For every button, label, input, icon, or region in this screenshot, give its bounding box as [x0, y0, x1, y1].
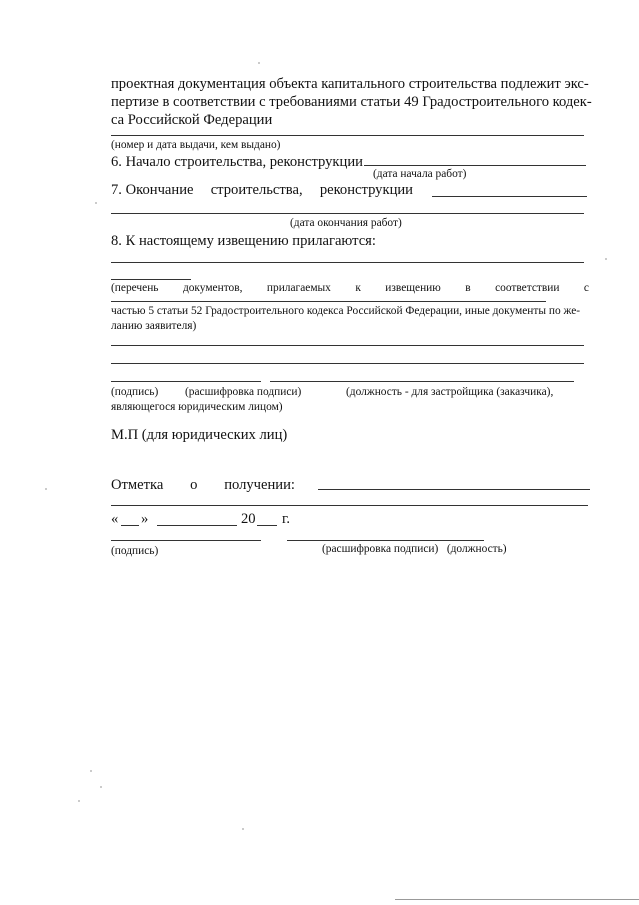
caption-word: прилагаемых [266, 282, 331, 294]
date-year-suffix: г. [282, 511, 290, 527]
end-date-blank-2[interactable] [111, 213, 584, 214]
item7-label [111, 182, 413, 199]
intro-line-2: пертизе в соответствии с требованиями статьи 49 Градостроительного кодек- [111, 94, 592, 110]
caption-word: в [465, 282, 471, 294]
position-caption-line-1: (должность - для застройщика (заказчика), [346, 386, 554, 398]
scan-speck [95, 202, 97, 204]
caption-word: извещению [385, 282, 441, 294]
receipt-word: Отметка [111, 477, 164, 493]
receipt-signature-caption: (подпись) [111, 545, 159, 557]
scan-speck [242, 828, 244, 830]
start-date-caption: (дата начала работ) [373, 168, 467, 180]
date-close-quote: » [141, 511, 149, 527]
date-open-quote: « [111, 511, 119, 527]
attachments-blank-4[interactable] [111, 345, 584, 346]
permit-blank-line [111, 135, 584, 136]
date-day-blank[interactable] [121, 525, 139, 526]
signature-caption: (подпись) [111, 386, 159, 398]
signature-blank[interactable] [111, 381, 261, 382]
caption-word: к [355, 282, 361, 294]
caption-word: с [583, 282, 589, 294]
attachments-caption-line-1 [111, 282, 589, 294]
scan-speck [45, 488, 47, 490]
decoding-caption: (расшифровка подписи) [185, 386, 302, 398]
end-date-caption: (дата окончания работ) [290, 217, 402, 229]
permit-caption: (номер и дата выдачи, кем выдано) [111, 139, 281, 151]
item8-label: 8. К настоящему извещению прилагаются: [111, 233, 376, 249]
caption-word: (перечень [111, 282, 159, 294]
end-date-blank-1[interactable] [432, 196, 587, 197]
page-bottom-edge [395, 899, 639, 900]
attachments-blank-3[interactable] [111, 301, 546, 302]
attachments-blank-1[interactable] [111, 262, 584, 263]
scan-speck [90, 770, 92, 772]
attachments-caption-line-2: частью 5 статьи 52 Градостроительного кодекса Российской Федерации, иные документы по же- [111, 305, 581, 317]
scan-speck [258, 62, 260, 64]
decoding-blank[interactable] [270, 381, 574, 382]
receipt-blank-2[interactable] [111, 505, 588, 506]
receipt-signature-blank[interactable] [111, 540, 261, 541]
receipt-decoding-blank[interactable] [287, 540, 484, 541]
scan-speck [100, 786, 102, 788]
date-year-blank[interactable] [257, 525, 277, 526]
intro-line-1: проектная документация объекта капитального строительства подлежит экс- [111, 76, 589, 92]
item7-word: 7. Окончание [111, 182, 194, 198]
date-year-prefix: 20 [241, 511, 256, 527]
start-date-blank[interactable] [364, 165, 586, 166]
receipt-blank-1[interactable] [318, 489, 590, 490]
attachments-blank-2[interactable] [111, 279, 191, 280]
caption-word: соответствии [495, 282, 560, 294]
attachments-blank-5[interactable] [111, 363, 584, 364]
receipt-label [111, 477, 295, 494]
receipt-decoding-caption: (расшифровка подписи) (должность) [322, 543, 507, 555]
receipt-word: о [190, 477, 198, 493]
date-month-blank[interactable] [157, 525, 237, 526]
intro-line-3: са Российской Федерации [111, 112, 273, 128]
item7-word: строительства, [210, 182, 303, 198]
attachments-caption-line-3: ланию заявителя) [111, 320, 197, 332]
caption-word: документов, [182, 282, 243, 294]
position-caption-line-2: являющегося юридическим лицом) [111, 401, 283, 413]
stamp-note: М.П (для юридических лиц) [111, 427, 288, 443]
item7-word: реконструкции [319, 182, 413, 198]
scan-speck [605, 258, 607, 260]
receipt-word: получении: [224, 477, 295, 493]
scan-speck [78, 800, 80, 802]
item6-label: 6. Начало строительства, реконструкции [111, 154, 363, 170]
